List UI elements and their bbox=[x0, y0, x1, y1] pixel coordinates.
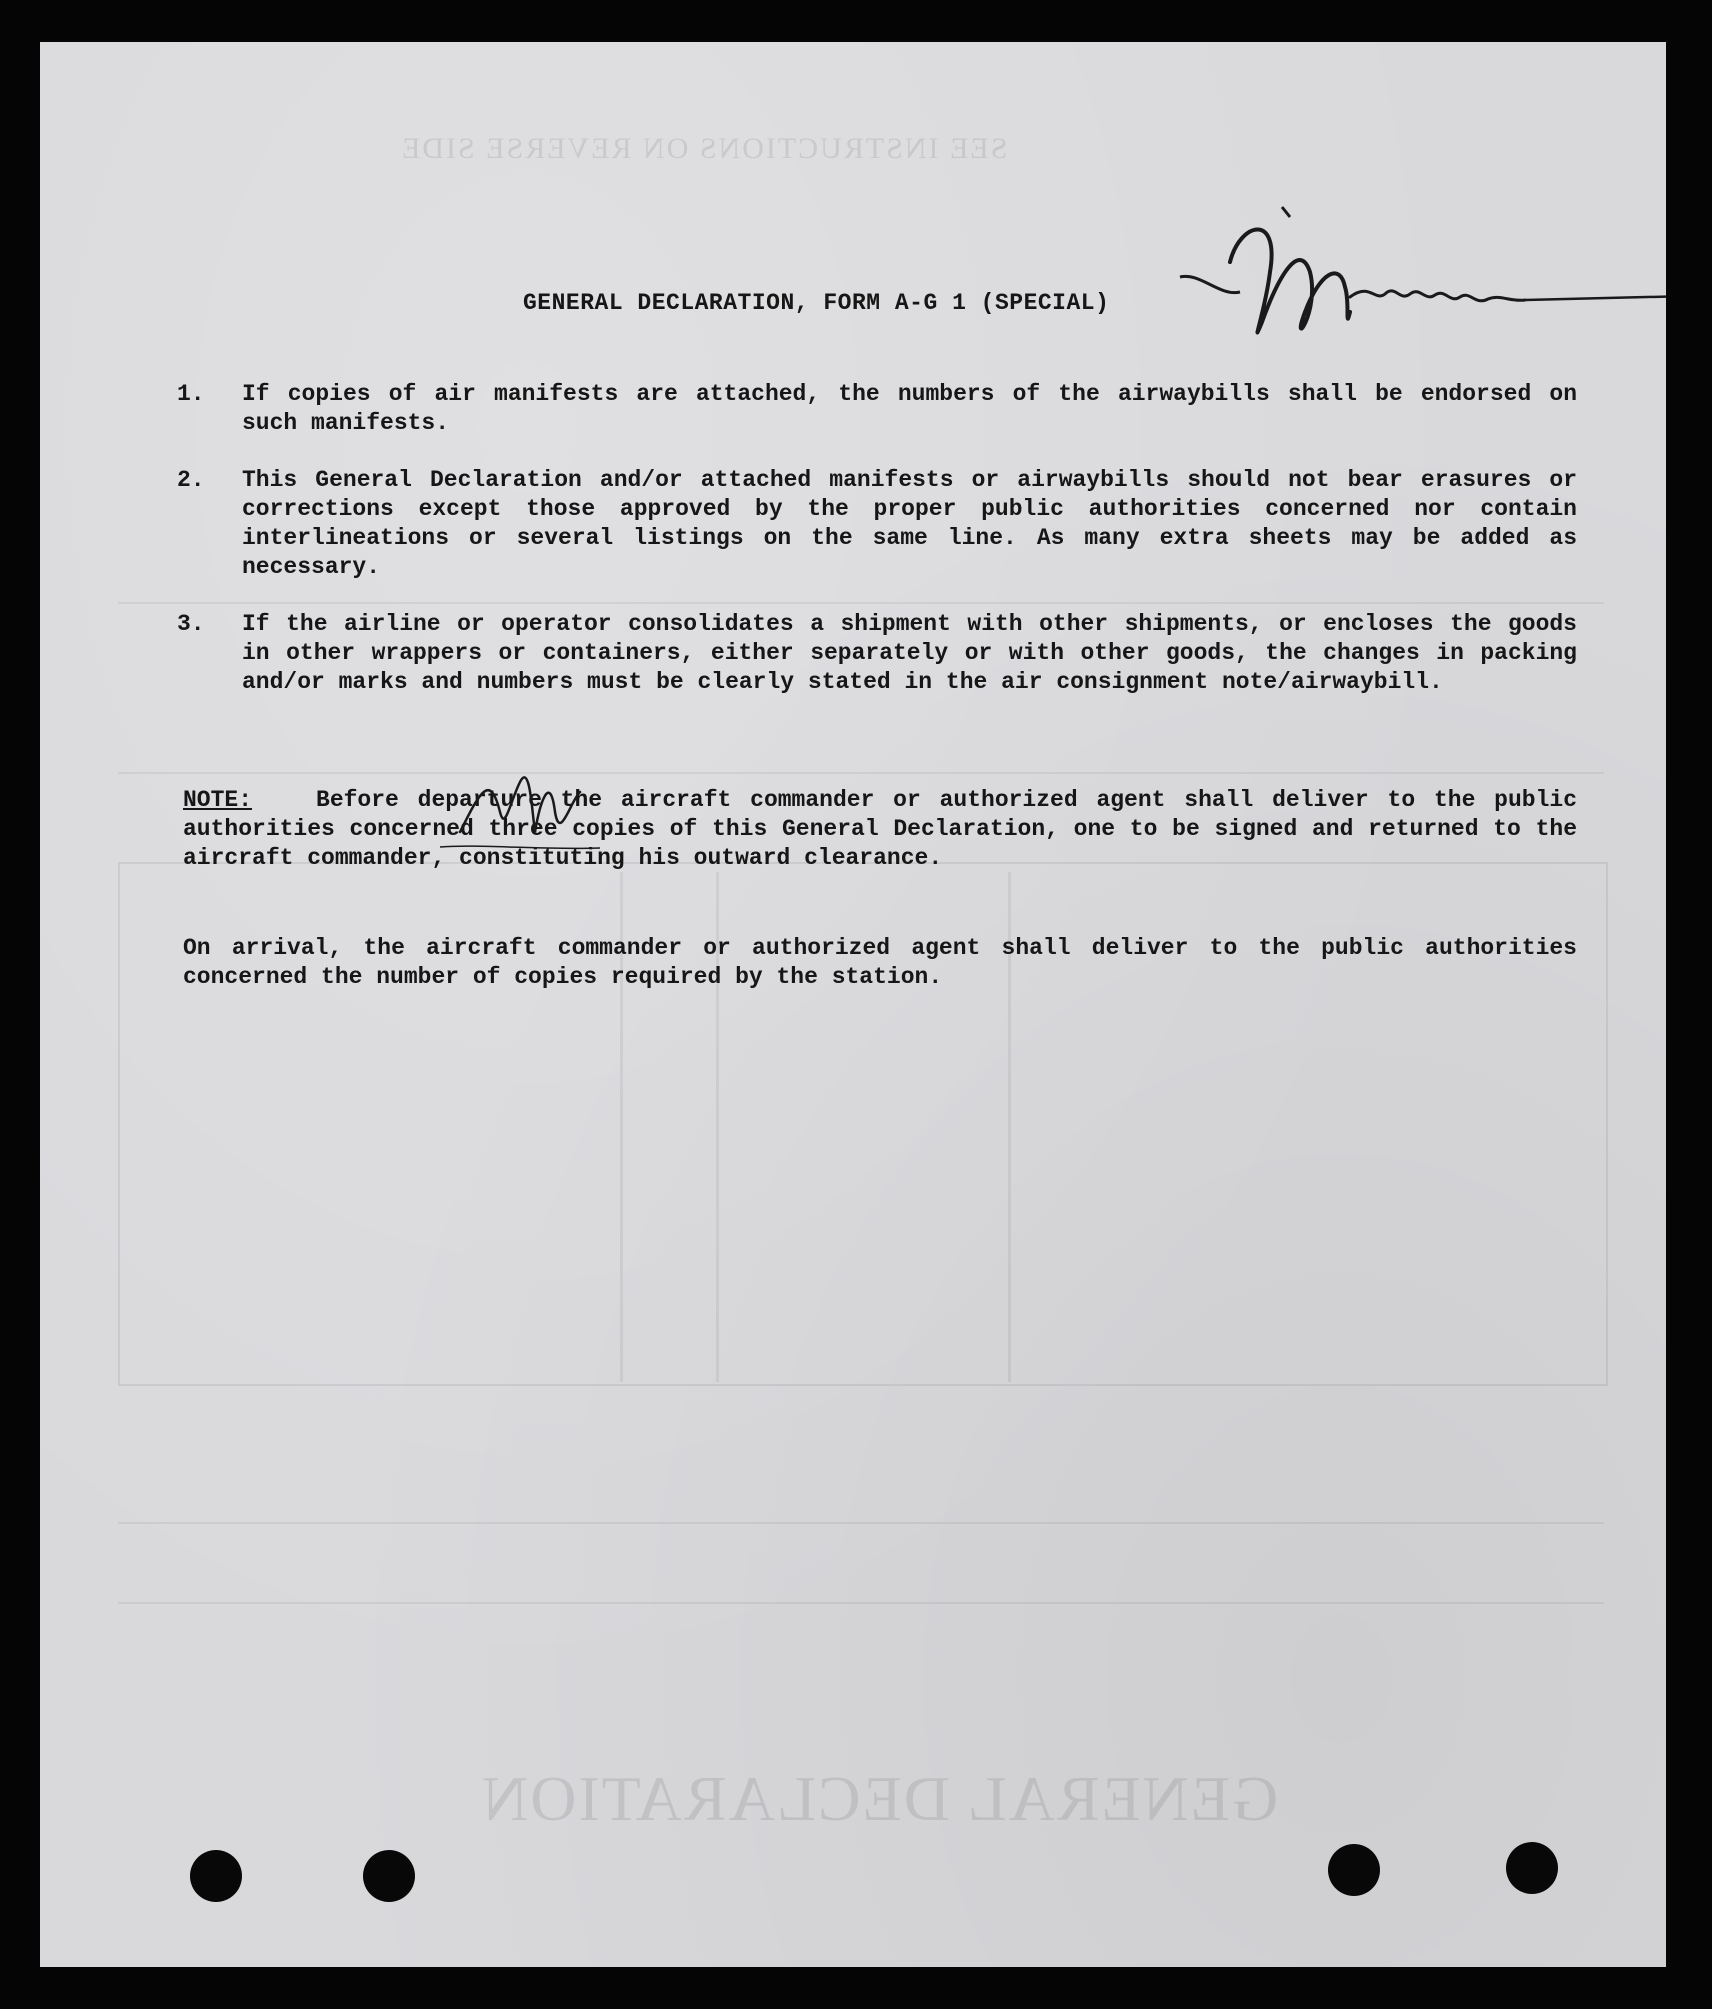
arrival-paragraph: On arrival, the aircraft commander or authorized agent shall deliver to the public authorities concerned the number of copies required by the station. bbox=[183, 935, 1577, 990]
item-text: If copies of air manifests are attached, the numbers of the airwaybills shall be endorsed on such manifests. bbox=[242, 381, 1577, 436]
punch-hole bbox=[363, 1850, 415, 1902]
note-label: NOTE: bbox=[183, 787, 253, 813]
item-text: This General Declaration and/or attached manifests or airwaybills should not bear erasures or corrections except those approved by the proper public authorities concerned nor contain interlineations or several listings on the same line. As many extra sheets may be added as necessary. bbox=[242, 467, 1577, 580]
punch-hole bbox=[190, 1850, 242, 1902]
show-through-heading: GENERAL DECLARATION bbox=[480, 1763, 1279, 1834]
item-number: 1. bbox=[177, 381, 205, 407]
punch-hole bbox=[1506, 1842, 1558, 1894]
handwritten-initials bbox=[420, 752, 640, 892]
note-paragraph bbox=[183, 786, 1577, 873]
form-title: GENERAL DECLARATION, FORM A-G 1 (SPECIAL) bbox=[523, 290, 1110, 316]
handwritten-signature bbox=[1170, 202, 1666, 362]
punch-hole bbox=[1328, 1844, 1380, 1896]
show-through-heading: SEE INSTRUCTIONS ON REVERSE SIDE bbox=[400, 132, 1008, 165]
item-number: 3. bbox=[177, 611, 205, 637]
item-number: 2. bbox=[177, 467, 205, 493]
item-text: If the airline or operator consolidates a shipment with other shipments, or encloses the goods in other wrappers or containers, either separately or with other goods, the changes in packing and/or marks and numbers must be clearly stated in the air consignment note/airwaybill. bbox=[242, 611, 1577, 695]
document-page bbox=[40, 42, 1666, 1967]
note-text: Before departure the aircraft commander or authorized agent shall deliver to the public authorities concerned three copies of this General Declaration, one to be signed and returned to the aircraft commander, constituting his outward clearance. bbox=[183, 787, 1577, 871]
